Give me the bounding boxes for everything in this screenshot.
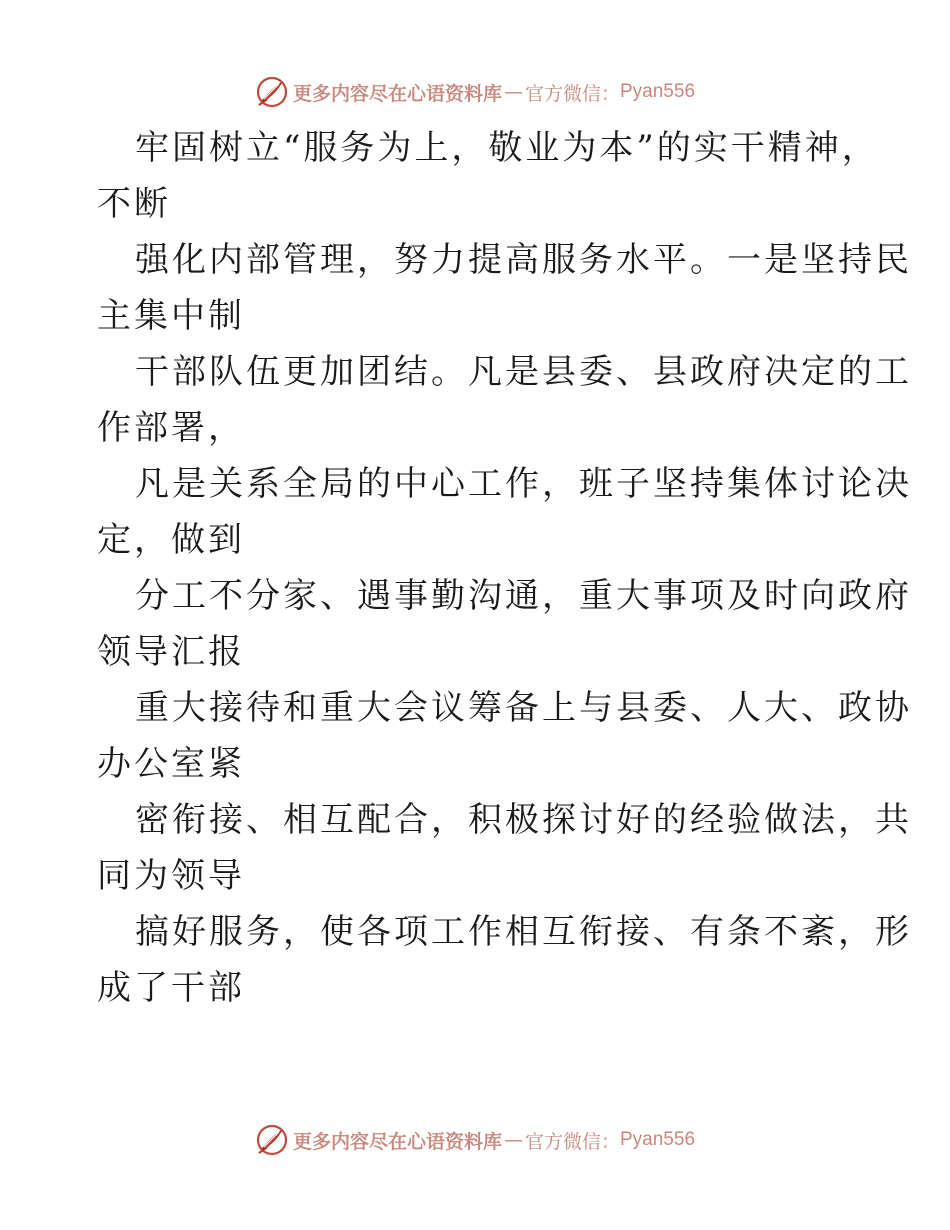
paragraph-line-wrap: 成了干部: [97, 968, 245, 1008]
pen-feather-logo-icon: [255, 75, 289, 109]
watermark-wechat-id: Pyan556: [620, 1129, 696, 1150]
paragraph-line-wrap: 定，做到: [97, 520, 245, 560]
paragraph-line-wrap: 同为领导: [97, 856, 245, 896]
paragraph-line: 干部队伍更加团结。凡是县委、县政府决定的工: [135, 352, 912, 392]
paragraph-line: 牢固树立“服务为上，敬业为本”的实干精神，: [135, 128, 879, 168]
watermark-site-text: 更多内容尽在心语资料库: [292, 1130, 502, 1153]
watermark-dash: —: [503, 81, 523, 103]
paragraph-line-wrap: 作部署，: [97, 408, 245, 448]
watermark-dash: —: [503, 1129, 523, 1151]
paragraph-line: 搞好服务，使各项工作相互衔接、有条不紊，形: [135, 912, 912, 952]
watermark-wechat-id: Pyan556: [620, 81, 696, 102]
paragraph: [97, 904, 912, 1016]
paragraph: [97, 680, 912, 792]
footer-watermark: [0, 1120, 950, 1160]
paragraph: [97, 232, 912, 344]
paragraph: [97, 120, 879, 232]
paragraph: [97, 344, 912, 456]
watermark-wechat-label: 官方微信：: [524, 82, 620, 105]
paragraph-line: 密衔接、相互配合，积极探讨好的经验做法，共: [135, 800, 912, 840]
header-watermark: [0, 72, 950, 112]
paragraph-line: 重大接待和重大会议筹备上与县委、人大、政协: [135, 688, 912, 728]
watermark-site-text: 更多内容尽在心语资料库: [292, 82, 502, 105]
watermark-wechat-label: 官方微信：: [524, 1130, 620, 1153]
paragraph-line-wrap: 办公室紧: [97, 744, 245, 784]
pen-feather-logo-icon: [255, 1123, 289, 1157]
paragraph: [97, 456, 912, 568]
paragraph-line-wrap: 主集中制: [97, 296, 245, 336]
document-body: [97, 120, 912, 1016]
paragraph-line: 强化内部管理，努力提高服务水平。一是坚持民: [135, 240, 912, 280]
paragraph-line: 分工不分家、遇事勤沟通，重大事项及时向政府: [135, 576, 912, 616]
paragraph-line: 凡是关系全局的中心工作，班子坚持集体讨论决: [135, 464, 912, 504]
paragraph: [97, 568, 912, 680]
paragraph-line-wrap: 领导汇报: [97, 632, 245, 672]
paragraph: [97, 792, 912, 904]
paragraph-line-wrap: 不断: [97, 184, 171, 224]
